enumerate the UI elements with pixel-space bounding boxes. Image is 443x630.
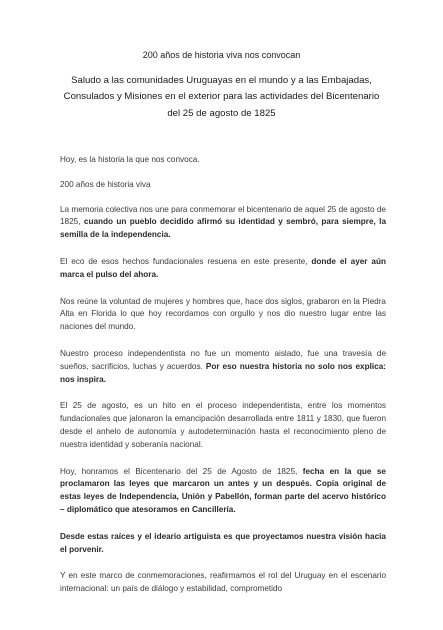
paragraph-1 [60,204,386,242]
paragraph-8-text: Y en este marco de conmemoraciones, reafirmamos el rol del Uruguay en el escenario internacional: un país de diálogo y estabilidad, comprometido [60,571,386,594]
paragraph-3-text: Nos reúne la voluntad de mujeres y hombres que, hace dos siglos, grabaron en la Piedra Alta en Florida lo que hoy recordamos con orgullo y nos dio nuestro lugar entre las naciones del mundo. [60,296,386,332]
paragraph-1-text: La memoria colectiva nos une para conmemorar el bicentenario de aquel 25 de agosto de 1825, [60,204,386,227]
paragraph-4-bold: Por eso nuestra historia no solo nos explica: nos inspira. [60,361,386,384]
paragraph-2 [60,256,386,282]
paragraph-2-bold: donde el ayer aún marca el pulso del ahora. [60,256,386,279]
paragraph-8 [60,570,386,596]
intro-line: Hoy, es la historia la que nos convoca. [60,155,200,164]
paragraph-4 [60,348,386,386]
paragraph-5-text: El 25 de agosto, es un hito en el proceso independentista, entre los momentos fundacionales que jalonaron la emancipación desarrollada entre 1811 y 1830, que fueron desde el anhelo de autonomía y autodeterminación hasta el reconocimiento pleno de nuestra identidad y soberanía nacional. [60,401,386,449]
paragraph-6 [60,466,386,517]
document-body [60,154,386,596]
paragraph-7-bold: Desde estas raíces y el ideario artiguista es que proyectamos nuestra visión hacia el porvenir. [60,531,386,554]
paragraph-3 [60,296,386,334]
paragraph-6-bold: fecha en la que se proclamaron las leyes que marcaron un antes y un después. Copia original de estas leyes de Independencia, Unión y Pabellón, forman parte del acervo histórico – diplomático que atesoramos en Cancillería. [60,466,386,514]
paragraph-5 [60,400,386,451]
document-title: 200 años de historia viva nos convocan [142,50,301,60]
document-subtitle: Saludo a las comunidades Uruguayas en el mundo y a las Embajadas, Consulados y Misiones en el exterior para las actividades del Bicentenario del 25 de agosto de 1825 [63,75,380,119]
paragraph-1-bold: cuando un pueblo decidido afirmó su identidad y sembró, para siempre, la semilla de la independencia. [60,217,386,240]
paragraph-4-text: Nuestro proceso independentista no fue un momento aislado, fue una travesía de sueños, sacrificios, luchas y acuerdos. [60,348,386,371]
section-heading: 200 años de historia viva [60,179,151,189]
paragraph-2-text: El eco de esos hechos fundacionales resuena en este presente, [60,256,312,266]
paragraph-7 [60,531,386,557]
paragraph-6-text: Hoy, honramos el Bicentenario del 25 de Agosto de 1825, [60,466,303,476]
